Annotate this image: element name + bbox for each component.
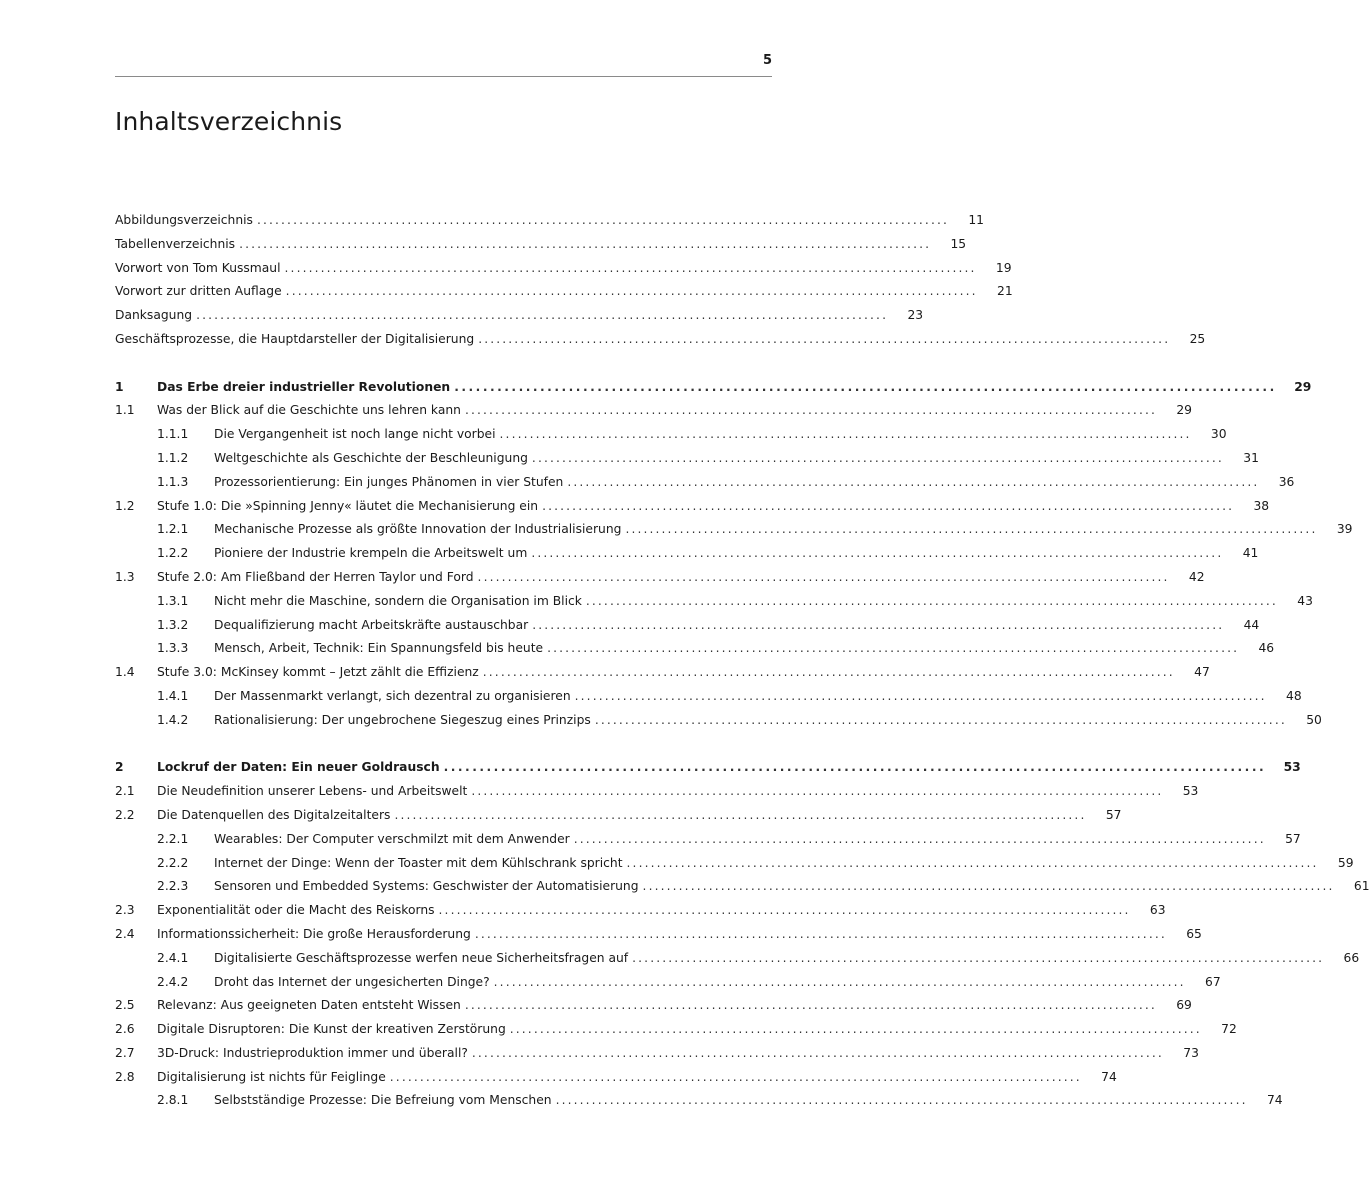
toc-entry-page: 25	[1189, 331, 1206, 346]
toc-entry-label: Das Erbe dreier industrieller Revolutionen	[157, 379, 451, 394]
toc-entry-page: 65	[1186, 926, 1202, 941]
toc-entry-label: Digitale Disruptoren: Die Kunst der kreativen Zerstörung	[157, 1022, 506, 1037]
toc-entry-number: 2.3	[115, 903, 135, 918]
toc-chapter[interactable]	[115, 376, 1312, 400]
toc-subsection[interactable]	[115, 447, 1259, 471]
toc-entry-label: Internet der Dinge: Wenn der Toaster mit dem Kühlschrank spricht	[214, 855, 623, 870]
toc-entry-page: 11	[968, 213, 984, 227]
toc-entry-label: Dequalifizierung macht Arbeitskräfte austauschbar	[214, 617, 529, 632]
toc-entry-number: 2.2	[115, 807, 135, 822]
toc-entry-page: 21	[997, 284, 1013, 299]
toc-entry-number: 1.2.1	[157, 522, 189, 537]
toc-entry-page: 41	[1242, 546, 1259, 561]
dot-leader	[478, 328, 1167, 352]
toc-entry-number: 2.6	[115, 1022, 135, 1037]
dot-leader	[625, 518, 1314, 542]
toc-entry-label: Lockruf der Daten: Ein neuer Goldrausch	[157, 760, 440, 775]
toc-entry-label: Die Vergangenheit ist noch lange nicht vorbei	[214, 427, 496, 442]
toc-entry-label: Danksagung	[115, 308, 193, 323]
toc-entry-page: 38	[1253, 498, 1270, 513]
toc-entry-page: 74	[1266, 1093, 1283, 1108]
page-title: Inhaltsverzeichnis	[115, 107, 343, 136]
toc-entry-label: Prozessorientierung: Ein junges Phänomen in vier Stufen	[214, 474, 564, 489]
toc-entry-number: 2	[115, 760, 124, 775]
toc-subsection[interactable]	[115, 637, 1275, 661]
toc-entry-number: 2.8	[115, 1069, 135, 1084]
dot-leader	[494, 971, 1183, 995]
toc-subsection[interactable]	[115, 947, 1360, 971]
toc-entry-label: Nicht mehr die Maschine, sondern die Organisation im Blick	[214, 593, 582, 608]
toc-entry-number: 2.4.2	[157, 974, 189, 989]
toc-section[interactable]	[115, 661, 1210, 685]
toc-entry-label: Mensch, Arbeit, Technik: Ein Spannungsfeld bis heute	[214, 641, 544, 656]
dot-leader	[532, 447, 1221, 471]
toc-section[interactable]	[115, 994, 1192, 1018]
toc-subsection[interactable]	[115, 852, 1354, 876]
toc-entry-number: 1.1.3	[157, 474, 189, 489]
toc-entry-page: 23	[907, 308, 924, 323]
toc-entry-label: Stufe 1.0: Die »Spinning Jenny« läutet die Mechanisierung ein	[157, 498, 539, 513]
toc-subsection[interactable]	[115, 875, 1370, 899]
toc-subsection[interactable]	[115, 971, 1221, 995]
toc-entry-label: Was der Blick auf die Geschichte uns lehren kann	[157, 403, 461, 418]
toc-entry[interactable]	[115, 233, 967, 257]
toc-entry-page: 69	[1176, 998, 1192, 1013]
section-spacer	[115, 352, 772, 376]
toc-entry-number: 1.3.3	[157, 641, 189, 656]
toc-entry-page: 53	[1182, 784, 1199, 799]
toc-entry-page: 74	[1101, 1069, 1117, 1084]
dot-leader	[531, 542, 1220, 566]
dot-leader	[475, 923, 1164, 947]
page-number: 5	[762, 53, 772, 68]
toc-entry-page: 42	[1188, 569, 1205, 584]
toc-entry-label: Relevanz: Aus geeigneten Daten entsteht Wissen	[157, 998, 461, 1013]
dot-leader	[575, 685, 1264, 709]
toc-entry-label: Selbstständige Prozesse: Die Befreiung vom Menschen	[214, 1093, 552, 1108]
toc-entry-number: 1.3.2	[157, 617, 189, 632]
toc-entry-page: 29	[1294, 379, 1312, 394]
toc-entry-label: Tabellenverzeichnis	[115, 236, 236, 251]
toc-entry-label: Exponentialität oder die Macht des Reiskorns	[157, 903, 435, 918]
dot-leader	[483, 661, 1172, 685]
dot-leader	[478, 566, 1167, 590]
toc-entry[interactable]	[115, 328, 1206, 352]
toc-entry-number: 1.3	[115, 569, 135, 584]
toc-entry[interactable]	[115, 304, 924, 328]
dot-leader	[510, 1018, 1199, 1042]
toc-entry-page: 61	[1353, 879, 1370, 894]
dot-leader	[567, 471, 1256, 495]
dot-leader	[586, 590, 1275, 614]
toc-entry-number: 1.1.1	[157, 427, 189, 442]
dot-leader	[285, 257, 974, 281]
dot-leader	[465, 399, 1154, 423]
dot-leader	[574, 828, 1263, 852]
toc-entry-page: 47	[1194, 665, 1210, 680]
toc-section[interactable]	[115, 899, 1166, 923]
toc-section[interactable]	[115, 495, 1270, 519]
toc-entry-page: 30	[1210, 427, 1227, 442]
toc-section[interactable]	[115, 399, 1192, 423]
toc-entry-label: Geschäftsprozesse, die Hauptdarsteller der Digitalisierung	[115, 331, 475, 346]
dot-leader	[454, 376, 1273, 400]
toc-entry-page: 53	[1283, 760, 1301, 775]
toc-entry-page: 43	[1297, 593, 1313, 608]
toc-entry-label: Rationalisierung: Der ungebrochene Siegeszug eines Prinzips	[214, 712, 591, 727]
toc-section[interactable]	[115, 923, 1202, 947]
dot-leader	[632, 947, 1321, 971]
toc-entry-number: 2.1	[115, 784, 135, 799]
toc-subsection[interactable]	[115, 542, 1259, 566]
toc-entry-label: Die Datenquellen des Digitalzeitalters	[157, 807, 391, 822]
dot-leader	[472, 1042, 1161, 1066]
dot-leader	[444, 756, 1263, 780]
toc-entry-number: 1.4.2	[157, 712, 189, 727]
dot-leader	[542, 495, 1231, 519]
toc-entry-label: 3D-Druck: Industrieproduktion immer und überall?	[157, 1045, 468, 1060]
dot-leader	[390, 1066, 1079, 1090]
toc-section[interactable]	[115, 780, 1199, 804]
toc-section[interactable]	[115, 1042, 1199, 1066]
toc-entry-number: 1.4.1	[157, 688, 189, 703]
toc-entry-number: 2.2.3	[157, 879, 189, 894]
toc-section[interactable]	[115, 804, 1122, 828]
toc-entry-number: 1.4	[115, 665, 135, 680]
toc-entry-number: 2.4	[115, 926, 135, 941]
toc-entry-page: 73	[1183, 1045, 1199, 1060]
toc-entry-page: 36	[1278, 474, 1295, 489]
header-rule	[115, 76, 772, 77]
toc-entry-label: Wearables: Der Computer verschmilzt mit dem Anwender	[214, 831, 570, 846]
toc-entry-number: 1.1.2	[157, 450, 189, 465]
toc-entry-label: Stufe 3.0: McKinsey kommt – Jetzt zählt die Effizienz	[157, 665, 479, 680]
toc-entry-number: 2.7	[115, 1045, 135, 1060]
dot-leader	[239, 233, 928, 257]
toc-entry-page: 67	[1205, 974, 1221, 989]
toc-entry-label: Digitalisierung ist nichts für Feiglinge	[157, 1069, 386, 1084]
toc-subsection[interactable]	[115, 590, 1313, 614]
dot-leader	[556, 1089, 1245, 1113]
toc-entry-page: 72	[1221, 1022, 1237, 1037]
dot-leader	[547, 637, 1236, 661]
toc-subsection[interactable]	[115, 709, 1322, 733]
toc-entry-number: 1.3.1	[157, 593, 189, 608]
toc-subsection[interactable]	[115, 518, 1353, 542]
toc-entry-label: Droht das Internet der ungesicherten Dinge?	[214, 974, 490, 989]
toc-section[interactable]	[115, 1018, 1237, 1042]
toc-entry-label: Sensoren und Embedded Systems: Geschwister der Automatisierung	[214, 879, 639, 894]
dot-leader	[394, 804, 1083, 828]
toc-entry-label: Weltgeschichte als Geschichte der Beschleunigung	[214, 450, 528, 465]
toc-entry-number: 2.4.1	[157, 950, 189, 965]
toc-entry[interactable]	[115, 257, 1012, 281]
dot-leader	[465, 994, 1154, 1018]
dot-leader	[196, 304, 885, 328]
toc-subsection[interactable]	[115, 1089, 1283, 1113]
toc-entry-label: Informationssicherheit: Die große Herausforderung	[157, 926, 471, 941]
toc-subsection[interactable]	[115, 471, 1295, 495]
toc-entry-page: 48	[1286, 688, 1302, 703]
toc-entry-page: 57	[1105, 807, 1122, 822]
toc-entry-number: 1.2	[115, 498, 135, 513]
toc-entry-page: 44	[1243, 617, 1260, 632]
dot-leader	[257, 209, 946, 233]
toc-chapter[interactable]	[115, 756, 1301, 780]
toc-entry-page: 19	[995, 260, 1012, 275]
dot-leader	[439, 899, 1128, 923]
table-of-contents	[115, 209, 1370, 1113]
toc-entry-page: 46	[1258, 641, 1275, 656]
toc-entry-page: 39	[1336, 522, 1353, 537]
toc-entry-number: 2.2.1	[157, 831, 189, 846]
dot-leader	[532, 614, 1221, 638]
toc-entry-page: 29	[1176, 403, 1192, 418]
toc-entry-page: 63	[1149, 903, 1166, 918]
toc-entry-label: Mechanische Prozesse als größte Innovation der Industrialisierung	[214, 522, 622, 537]
toc-entry-page: 66	[1343, 950, 1360, 965]
section-spacer	[115, 733, 772, 757]
toc-subsection[interactable]	[115, 423, 1227, 447]
toc-subsection[interactable]	[115, 614, 1260, 638]
dot-leader	[643, 875, 1332, 899]
toc-entry-label: Pioniere der Industrie krempeln die Arbeitswelt um	[214, 546, 528, 561]
toc-entry-number: 2.8.1	[157, 1093, 189, 1108]
toc-entry-number: 1	[115, 379, 124, 394]
toc-entry-page: 31	[1243, 450, 1259, 465]
toc-entry-page: 59	[1337, 855, 1354, 870]
toc-section[interactable]	[115, 566, 1205, 590]
dot-leader	[286, 280, 975, 304]
toc-entry-number: 1.1	[115, 403, 135, 418]
toc-entry-label: Vorwort zur dritten Auflage	[115, 284, 282, 299]
toc-subsection[interactable]	[115, 685, 1302, 709]
toc-entry-number: 2.2.2	[157, 855, 189, 870]
toc-entry-label: Digitalisierte Geschäftsprozesse werfen neue Sicherheitsfragen auf	[214, 950, 629, 965]
dot-leader	[471, 780, 1160, 804]
toc-entry-label: Die Neudefinition unserer Lebens- und Arbeitswelt	[157, 784, 468, 799]
toc-subsection[interactable]	[115, 828, 1301, 852]
toc-section[interactable]	[115, 1066, 1117, 1090]
toc-entry-page: 50	[1306, 712, 1322, 727]
toc-entry-number: 1.2.2	[157, 546, 189, 561]
toc-entry[interactable]	[115, 209, 984, 233]
toc-entry[interactable]	[115, 280, 1013, 304]
dot-leader	[500, 423, 1189, 447]
toc-entry-page: 57	[1285, 831, 1301, 846]
toc-entry-page: 15	[950, 236, 967, 251]
toc-entry-label: Der Massenmarkt verlangt, sich dezentral zu organisieren	[214, 688, 571, 703]
dot-leader	[595, 709, 1284, 733]
toc-entry-label: Vorwort von Tom Kussmaul	[115, 260, 281, 275]
toc-entry-label: Abbildungsverzeichnis	[115, 213, 253, 227]
dot-leader	[627, 852, 1316, 876]
toc-entry-number: 2.5	[115, 998, 135, 1013]
toc-entry-label: Stufe 2.0: Am Fließband der Herren Taylor und Ford	[157, 569, 474, 584]
